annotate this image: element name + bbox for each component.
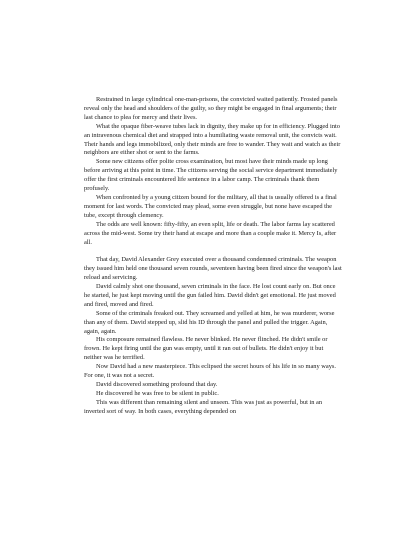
paragraph: Restrained in large cylindrical one-man-prisons, the convicted waited patiently. Frosted panels reveal only the head and shoulders of the guilty, so they might be engaged in final arguments; their last chance to plea for mercy and their lives. bbox=[84, 96, 338, 121]
paragraph: He discovered he was free to be silent in public. bbox=[96, 389, 219, 397]
section-break bbox=[84, 247, 342, 256]
paragraph: Some of the criminals freaked out. They screamed and yelled at him, he was murderer, worse than any of them. David stepped up, slid his ID through the panel and pulled the trigger. Again, again, again. bbox=[84, 309, 335, 335]
paragraph: David calmly shot one thousand, seven criminals in the face. He lost count early on. But once he started, he just kept moving until the gun failed him. David didn't get emotional. He just moved and fired, moved and fired. bbox=[84, 283, 336, 308]
paragraph: Some new citizens offer polite cross examination, but most have their minds made up long before arriving at this point in time. The citizens serving the social service department immediately offer the first criminals encountered life sentence in a labor camp. The criminals thank them profusely. bbox=[84, 158, 338, 193]
paragraph: Now David had a new masterpiece. This eclipsed the secret hours of his life in so many ways. For one, it was not a secret. bbox=[84, 363, 336, 380]
paragraph: His composure remained flawless. He never blinked. He never flinched. He didn't smile or frown. He kept firing until the gun was empty, until it ran out of bullets. He didn't enjoy it but neither was he terrified. bbox=[84, 336, 328, 362]
paragraph: That day, David Alexander Grey executed over a thousand condemned criminals. The weapon they issued him held one thousand seven rounds, seventeen having been fired since the weapon's last reload and servicing. bbox=[84, 256, 342, 282]
paragraph: When confronted by a young citizen bound for the military, all that is usually offered is a final moment for last words. The convicted may plead, some even struggle, but none have escaped the tube, except through clemency. bbox=[84, 193, 337, 219]
paragraph: What the opaque fiber-weave tubes lack in dignity, they make up for in efficiency. Plugged into an intravenous chemical diet and strapped into a humiliating waste removal unit, the convicts wait. Their hands and legs immobilized, only their minds are free to wander. They wait and watch as their neighbors are either shot or sent to the farms. bbox=[84, 122, 341, 157]
paragraph: This was different than remaining silent and unseen. This was just as powerful, but in an inverted sort of way. In both cases, everything depended on bbox=[84, 398, 323, 415]
paragraph: David discovered something profound that day. bbox=[96, 380, 218, 388]
paragraph: The odds are well known: fifty-fifty, an even split, life or death. The labor farms lay scattered across the mid-west. Some try their hand at escape and more than a couple make it. Mercy Is, after all. bbox=[84, 220, 337, 246]
document-body bbox=[84, 96, 342, 417]
